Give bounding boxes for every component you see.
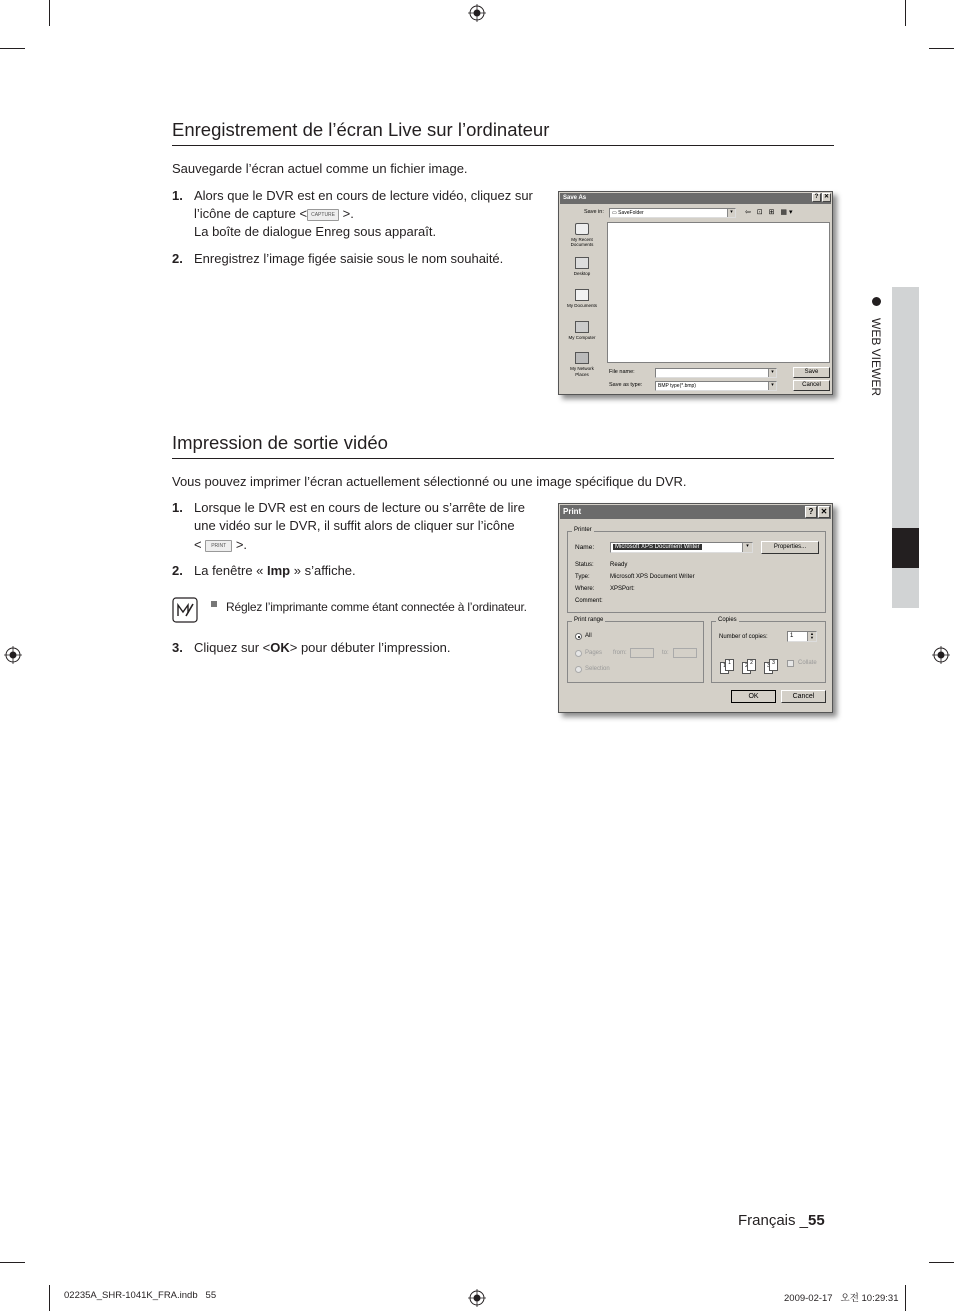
save-button[interactable]: Save (793, 367, 830, 378)
dialog-title: Save As (563, 195, 587, 201)
step-text-line (194, 205, 554, 223)
chevron-down-icon: ▾ (727, 209, 735, 217)
crop-mark (0, 48, 25, 49)
save-in-value: SaveFolder (618, 210, 644, 216)
save-as-type-label: Save as type: (609, 382, 643, 388)
section-title: Enregistrement de l’écran Live sur l’ordinateur (172, 119, 550, 140)
crop-mark (49, 1285, 50, 1311)
properties-button[interactable]: Properties... (761, 541, 819, 554)
step-item (172, 250, 552, 270)
copies-value: 1 (790, 633, 794, 639)
chevron-down-icon: ▾ (768, 369, 776, 377)
save-as-dialog (558, 191, 833, 395)
collate-checkbox[interactable] (787, 660, 794, 667)
step-text (194, 562, 356, 580)
all-radio[interactable] (575, 633, 582, 640)
type-label: Type: (575, 574, 590, 580)
copies-group (711, 617, 826, 683)
ok-button[interactable]: OK (731, 690, 776, 703)
step-text-part: l’icône de capture < (194, 206, 308, 221)
dialog-title: Print (563, 507, 582, 516)
step-text-part: >. (342, 206, 354, 221)
capture-button-icon: CAPTURE (307, 209, 339, 221)
group-title: Printer (574, 527, 592, 533)
bullet-icon (872, 297, 881, 306)
registration-mark-icon (932, 646, 950, 664)
print-range-group (567, 617, 704, 683)
step-number: 2. (172, 251, 183, 266)
cancel-button[interactable]: Cancel (781, 690, 826, 703)
step-text-part: La fenêtre « (194, 563, 267, 578)
help-button[interactable]: ? (812, 193, 821, 202)
dialog-titlebar (560, 505, 831, 519)
registration-mark-icon (4, 646, 22, 664)
step-number: 1. (172, 188, 183, 203)
file-name-input[interactable] (655, 368, 777, 378)
from-input[interactable] (630, 648, 654, 658)
desktop-icon (575, 257, 589, 269)
crop-mark (49, 0, 50, 26)
step-item (172, 562, 552, 582)
close-button[interactable]: ✕ (823, 194, 830, 200)
to-label: to: (662, 650, 669, 656)
step-item (172, 499, 552, 555)
step-text (194, 639, 451, 657)
page-number: 55 (808, 1212, 825, 1229)
close-button[interactable]: ✕ (818, 506, 830, 518)
file-list-area[interactable] (607, 222, 830, 363)
step-text-bold: Imp (267, 563, 291, 578)
cancel-button[interactable]: Cancel (793, 380, 830, 391)
collate-illustration: 1 2 3 (720, 658, 784, 678)
crop-mark (0, 1262, 25, 1263)
print-button-icon: PRINT (205, 540, 232, 552)
section-intro: Sauvegarde l’écran actuel comme un fichier image. (172, 161, 468, 176)
step-text: Alors que le DVR est en cours de lecture vidéo, cliquez sur (194, 188, 533, 203)
print-dialog (558, 503, 833, 713)
note-icon (172, 597, 198, 623)
step-number: 1. (172, 500, 183, 515)
where-label: Where: (575, 586, 595, 592)
section-rule (172, 458, 834, 459)
step-item (172, 187, 552, 247)
place-network-places[interactable]: My Network Places (570, 366, 594, 377)
step-text-part: >. (235, 537, 248, 552)
section-title: Impression de sortie vidéo (172, 432, 388, 453)
sidebar-label: WEB VIEWER (869, 318, 883, 397)
chevron-down-icon: ▾ (768, 382, 776, 390)
recent-documents-icon (575, 223, 589, 235)
place-my-documents[interactable]: My Documents (566, 303, 597, 308)
my-computer-icon (575, 321, 589, 333)
printer-name-select[interactable] (610, 542, 753, 553)
step-text-part: Cliquez sur < (194, 640, 271, 655)
section-intro: Vous pouvez imprimer l’écran actuellement sélectionné ou une image spécifique du DVR. (172, 474, 687, 489)
file-info: 02235A_SHR-1041K_FRA.indb 55 (64, 1290, 217, 1301)
number-of-copies-label: Number of copies: (719, 634, 768, 640)
step-text-part: » s’affiche. (290, 563, 356, 578)
status-label: Status: (575, 562, 594, 568)
page-language-label: Français _ (738, 1212, 809, 1229)
group-title: Copies (718, 617, 737, 623)
toolbar-icons[interactable]: ⇦ ⊡ ⊞ ▦▾ (745, 209, 795, 216)
save-as-type-value: BMP type(*.bmp) (658, 383, 696, 389)
page-footer (738, 1212, 825, 1229)
save-in-select[interactable] (609, 208, 736, 218)
printer-name-value: Microsoft XPS Document Writer (615, 544, 700, 550)
save-as-type-select[interactable] (655, 381, 777, 391)
sidebar-tab-marker (892, 528, 919, 568)
registration-mark-icon (468, 4, 486, 22)
printer-group (567, 527, 826, 613)
step-text: Enregistrez l’image figée saisie sous le nom souhaité. (194, 251, 504, 266)
crop-mark (929, 1262, 954, 1263)
step-number: 2. (172, 563, 183, 578)
collate-label: Collate (798, 660, 817, 666)
type-value: Microsoft XPS Document Writer (610, 574, 695, 580)
file-name-label: File name: (609, 369, 635, 375)
place-my-computer[interactable]: My Computer (568, 335, 596, 340)
step-number: 3. (172, 640, 183, 655)
step-item (172, 639, 552, 659)
registration-mark-icon (468, 1289, 486, 1307)
step-text: Lorsque le DVR est en cours de lecture ou s’arrête de lire (194, 500, 525, 515)
selection-label: Selection (585, 666, 610, 672)
network-places-icon (575, 352, 589, 364)
selection-radio[interactable] (575, 666, 582, 673)
sidebar-label-wrap (869, 318, 883, 418)
save-in-label: Save in: (584, 209, 604, 215)
my-documents-icon (575, 289, 589, 301)
place-recent-documents[interactable]: My Recent Documents (570, 237, 594, 247)
status-value: Ready (610, 562, 628, 568)
dialog-titlebar (560, 193, 831, 204)
date-info: 2009-02-17 오전 10:29:31 (784, 1293, 899, 1304)
name-label: Name: (575, 544, 595, 551)
step-text: une vidéo sur le DVR, il suffit alors de cliquer sur l’icône (194, 518, 515, 533)
crop-mark (929, 48, 954, 49)
place-desktop[interactable]: Desktop (573, 271, 591, 276)
pages-label: Pages (585, 650, 603, 656)
copies-spinner[interactable] (787, 631, 817, 642)
folder-icon: ▭ (612, 210, 617, 216)
step-text-bold: OK (270, 640, 290, 655)
pages-radio[interactable] (575, 650, 582, 657)
crop-mark (905, 1285, 906, 1311)
comment-label: Comment: (575, 598, 603, 604)
note-text: Réglez l’imprimante comme étant connectée à l’ordinateur. (226, 600, 527, 614)
all-label: All (585, 633, 592, 639)
note-bullet-icon (211, 601, 217, 607)
step-text-part: < (194, 537, 202, 552)
places-bar (563, 221, 601, 389)
crop-mark (905, 0, 906, 26)
where-value: XPSPort: (610, 586, 635, 592)
spinner-arrows-icon: ▲ ▼ (807, 632, 816, 641)
group-title: Print range (574, 617, 604, 623)
step-text-line (194, 536, 554, 554)
chevron-down-icon: ▾ (742, 543, 752, 552)
step-text-part: > pour débuter l’impression. (289, 640, 451, 655)
from-label: from: (613, 650, 627, 656)
step-text: La boîte de dialogue Enreg sous apparaît. (194, 224, 437, 239)
help-button[interactable]: ? (805, 506, 817, 518)
to-input[interactable] (673, 648, 697, 658)
section-rule (172, 145, 834, 146)
